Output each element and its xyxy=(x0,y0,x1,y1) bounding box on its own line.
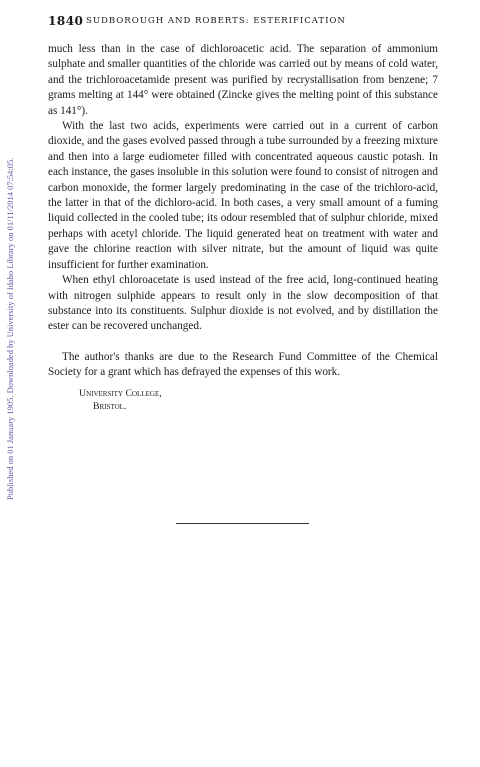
acknowledgement-paragraph: The author's thanks are due to the Research Fund Committee of the Chemical Society for a grant which has defrayed the expenses of this work. xyxy=(48,350,438,379)
download-notice-text: Published on 01 January 1905. Downloaded by University of Idaho Library on 01/11/2014 07:54:05. xyxy=(6,157,15,500)
closing-rule xyxy=(176,523,309,524)
paragraph-continued: much less than in the case of dichloroacetic acid. The separation of ammonium sulphate and smaller quantities of the chloride was carried out by means of cold water, and the trichloroacetamide present was purified by recrystallisation from benzene; 7 grams melting at 144° were obtained (Zincke gives the melting point of this substance as 141°). xyxy=(48,43,438,117)
paragraph-gas-experiments: With the last two acids, experiments were carried out in a current of carbon dioxide, and the gases evolved passed through a tube surrounded by a freezing mixture and then into a large eudiometer filled with concentrated aqueous caustic potash. In each instance, the gases insoluble in this solution were found to consist of nitrogen and carbon monoxide, the former largely predominating in the case of the trichloro-acid, the latter in that of the dichloro-acid. In both cases, a very small amount of a fuming liquid collected in the cooled tube; its odour resembled that of sulphur chloride, mixed perhaps with acetyl chloride. The liquid generated heat on treatment with water and gave the chlorine reaction with silver nitrate, but the amount of liquid was quite insufficient for further examination. xyxy=(48,120,438,271)
article-body xyxy=(48,42,438,413)
running-head: SUDBOROUGH AND ROBERTS: ESTERIFICATION xyxy=(86,16,346,26)
affiliation-city: Bristol. xyxy=(93,400,127,412)
affiliation-block xyxy=(48,387,438,413)
paragraph-ethyl-chloroacetate: When ethyl chloroacetate is used instead of the free acid, long-continued heating with nitrogen sulphide appears to result only in the slow decomposition of that substance into its constituents. Sulphur dioxide is not evolved, and by distillation the ester can be recovered unchanged. xyxy=(48,274,438,333)
page-number: 1840 xyxy=(48,14,84,28)
download-notice-sidebar xyxy=(6,50,18,500)
affiliation-institution: University College, xyxy=(79,387,162,399)
page-header xyxy=(48,14,438,32)
